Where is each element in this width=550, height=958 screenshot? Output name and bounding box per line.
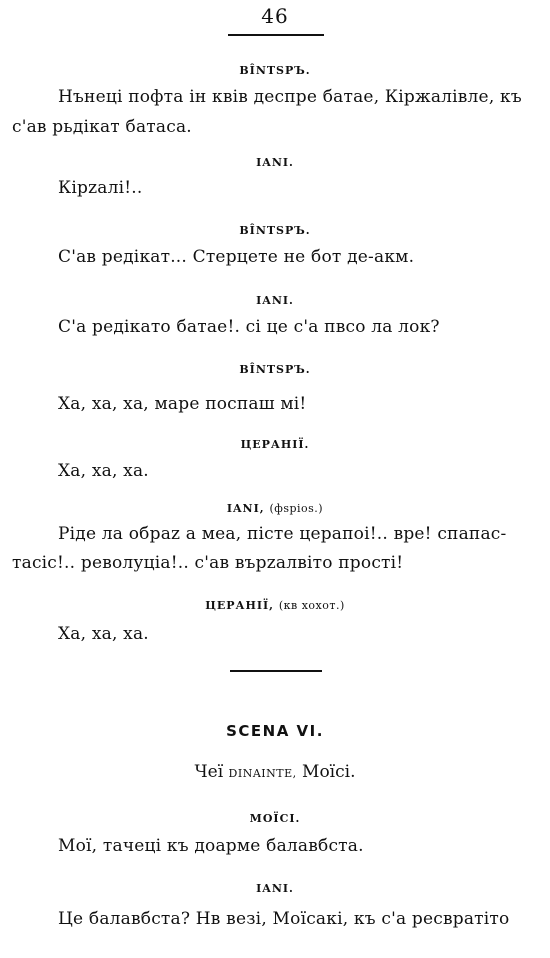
cast-small: DINAINTE, xyxy=(228,767,297,780)
speaker-name: BÎNTSРЪ. xyxy=(239,224,311,237)
dialogue-line: Ха, ха, ха. xyxy=(58,461,149,481)
dialogue-line: тасіс!.. револуціа!.. с'ав върzалвіто прості! xyxy=(12,553,404,573)
stage-direction: (фsріоs.) xyxy=(269,502,324,515)
stage-direction: (кв хохот.) xyxy=(278,599,345,612)
speaker-label xyxy=(0,438,550,451)
speaker-label xyxy=(0,363,550,376)
dialogue-line: Ха, ха, ха. xyxy=(58,624,149,644)
speaker-label xyxy=(0,224,550,237)
speaker-label xyxy=(0,599,550,612)
dialogue-line: Мої, тачеці къ доарме балавбста. xyxy=(58,836,364,856)
dialogue-line: с'ав рьдікат батаса. xyxy=(12,117,192,137)
cast-end: Моїсі. xyxy=(302,762,356,782)
header-rule xyxy=(228,34,324,36)
scene-title: SCENA VI. xyxy=(226,722,324,740)
dialogue-line: С'ав редікат... Стерцете не бот де-акм. xyxy=(58,247,415,267)
speaker-name: IANI. xyxy=(256,294,294,307)
scene-cast xyxy=(0,762,550,782)
speaker-name: МОЇСІ. xyxy=(249,812,301,825)
speaker-label xyxy=(0,64,550,77)
speaker-name: IANI, xyxy=(226,502,265,515)
speaker-name: IANI. xyxy=(256,882,294,895)
cast-main: Чеї xyxy=(194,762,224,782)
speaker-name: BÎNTSРЪ. xyxy=(239,363,311,376)
dialogue-line: Ха, ха, ха, маре поспаш мі! xyxy=(58,394,307,414)
speaker-label xyxy=(0,156,550,169)
dialogue-line: Нънеці пофта ін квів деспре батае, Кіржалівле, къ xyxy=(58,87,522,107)
dialogue-line: Це балавбста? Нв везі, Моїсакі, къ с'а ресвратіто xyxy=(58,909,510,929)
section-rule xyxy=(230,670,322,672)
speaker-label xyxy=(0,882,550,895)
dialogue-line: Кірzалі!.. xyxy=(58,178,143,198)
dialogue-line: Ріде ла обраz а меа, пісте церапоі!.. вре! спапас- xyxy=(58,524,507,544)
speaker-name: ЦЕРАНІЇ. xyxy=(240,438,310,451)
speaker-name: BÎNTSРЪ. xyxy=(239,64,311,77)
speaker-name: IANI. xyxy=(256,156,294,169)
speaker-label xyxy=(0,812,550,825)
dialogue-line: С'а редікато батае!. сі це с'а пвсо ла лок? xyxy=(58,317,440,337)
speaker-name: ЦЕРАНІЇ, xyxy=(205,599,275,612)
speaker-label xyxy=(0,502,550,515)
page-number: 46 xyxy=(261,4,289,28)
speaker-label xyxy=(0,294,550,307)
